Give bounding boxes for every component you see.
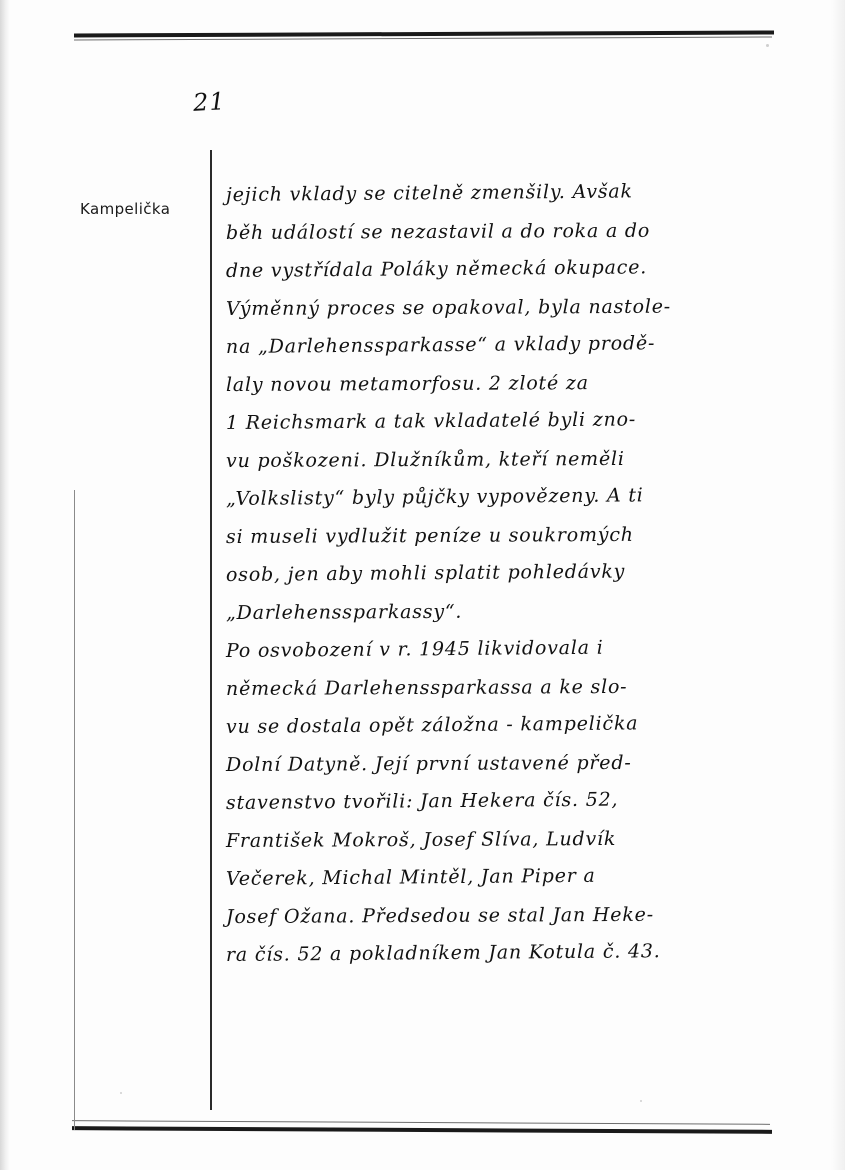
body-line: si museli vydlužit peníze u soukromých bbox=[225, 523, 634, 548]
body-line: František Mokroš, Josef Slíva, Ludvík bbox=[225, 827, 617, 852]
body-line: ra čís. 52 a pokladníkem Jan Kotula č. 43. bbox=[225, 940, 661, 966]
body-line: vu poškozeni. Dlužníkům, kteří neměli bbox=[225, 447, 625, 472]
body-line: Po osvobození v r. 1945 likvidovala i bbox=[225, 636, 604, 662]
body-line: stavenstvo tvořili: Jan Hekera čís. 52, bbox=[225, 788, 619, 814]
body-line: dne vystřídala Poláky německá okupace. bbox=[225, 256, 648, 282]
body-line: laly novou metamorfosu. 2 zloté za bbox=[225, 372, 589, 396]
body-line: 1 Reichsmark a tak vkladatelé byli zno- bbox=[225, 408, 637, 434]
body-line: běh událostí se nezastavil a do roka a do bbox=[225, 219, 651, 244]
body-line: Večerek, Michal Mintěl, Jan Piper a bbox=[225, 864, 596, 890]
scan-speck bbox=[640, 1100, 642, 1102]
body-line: na „Darlehenssparkasse“ a vklady prodě- bbox=[225, 332, 656, 358]
body-line: „Volkslisty“ byly půjčky vypovězeny. A ti bbox=[225, 484, 644, 510]
scan-edge-left bbox=[0, 0, 10, 1170]
body-line: jejich vklady se citelně zmenšily. Avšak bbox=[225, 180, 633, 206]
scan-speck bbox=[120, 1092, 122, 1094]
left-vertical-rule bbox=[74, 490, 75, 1130]
scan-speck bbox=[766, 44, 769, 47]
body-line: Dolní Datyně. Její první ustavené před- bbox=[225, 751, 632, 776]
margin-note: Kampelička bbox=[80, 200, 171, 218]
handwritten-body bbox=[226, 176, 786, 974]
body-line: „Darlehenssparkassy“. bbox=[225, 600, 463, 624]
body-line: Josef Ožana. Předsedou se stal Jan Heke- bbox=[225, 903, 654, 928]
body-line: vu se dostala opět záložna - kampelička bbox=[225, 712, 639, 738]
margin-vertical-rule bbox=[210, 150, 212, 1110]
body-line: německá Darlehenssparkassa a ke slo- bbox=[225, 675, 628, 700]
body-line: osob, jen aby mohli splatit pohledávky bbox=[225, 560, 626, 586]
scan-edge-right bbox=[831, 0, 845, 1170]
page-number: 21 bbox=[192, 87, 227, 117]
body-line: Výměnný proces se opakoval, byla nastole- bbox=[225, 295, 672, 320]
